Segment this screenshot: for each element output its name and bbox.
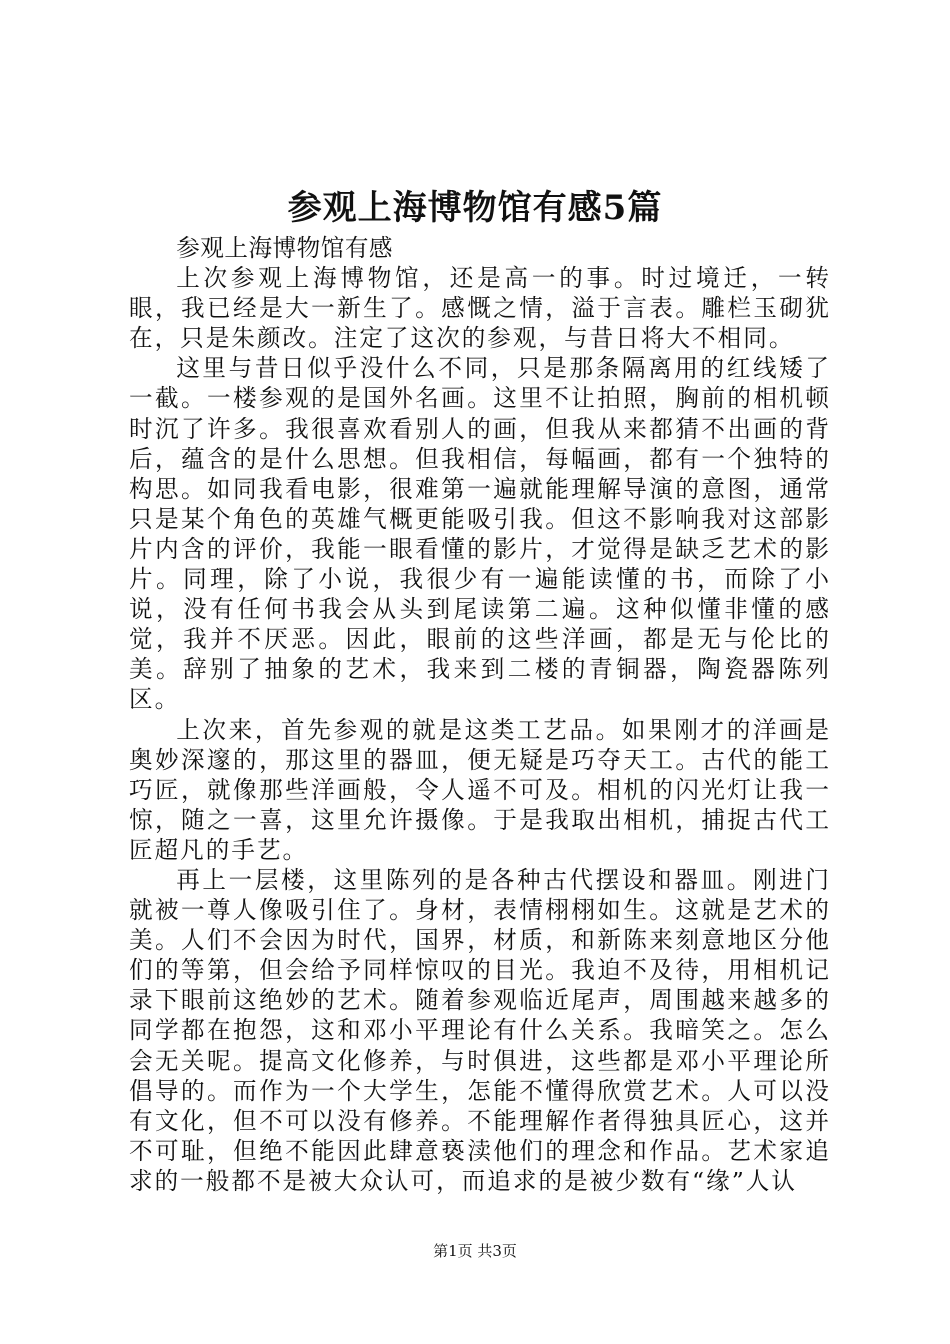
paragraph-1: 上次参观上海博物馆，还是高一的事。时过境迁，一转眼，我已经是大一新生了。感慨之情，溢于言表。雕栏玉砌犹在，只是朱颜改。注定了这次的参观，与昔日将大不相同。 (129, 264, 831, 353)
section-heading: 参观上海博物馆有感 (176, 234, 394, 262)
paragraph-4: 再上一层楼，这里陈列的是各种古代摆设和器皿。刚进门就被一尊人像吸引住了。身材，表情栩栩如生。这就是艺术的美。人们不会因为时代，国界，材质，和新陈来刻意地区分他们的等第，但会给予同样惊叹的目光。我迫不及待，用相机记录下眼前这绝妙的艺术。随着参观临近尾声，周围越来越多的同学都在抱怨，这和邓小平理论有什么关系。我暗笑之。怎么会无关呢。提高文化修养，与时俱进，这些都是邓小平理论所倡导的。而作为一个大学生，怎能不懂得欣赏艺术。人可以没有文化，但不可以没有修养。不能理解作者得独具匠心，这并不可耻，但绝不能因此肆意亵渎他们的理念和作品。艺术家追求的一般都不是被大众认可，而追求的是被少数有“缘”人认 (129, 865, 831, 1195)
paragraph-2: 这里与昔日似乎没什么不同，只是那条隔离用的红线矮了一截。一楼参观的是国外名画。这里不让拍照，胸前的相机顿时沉了许多。我很喜欢看别人的画，但我从来都猜不出画的背后，蕴含的是什么思想。但我相信，每幅画，都有一个独特的构思。如同我看电影，很难第一遍就能理解导演的意图，通常只是某个角色的英雄气概更能吸引我。但这不影响我对这部影片内含的评价，我能一眼看懂的影片，才觉得是缺乏艺术的影片。同理，除了小说，我很少有一遍能读懂的书，而除了小说，没有任何书我会从头到尾读第二遍。这种似懂非懂的感觉，我并不厌恶。因此，眼前的这些洋画，都是无与伦比的美。辞别了抽象的艺术，我来到二楼的青铜器，陶瓷器陈列区。 (129, 354, 831, 714)
page-number-footer: 第1页 共3页 (433, 1242, 517, 1260)
document-body (129, 233, 831, 1196)
paragraph-3: 上次来，首先参观的就是这类工艺品。如果刚才的洋画是奥妙深邃的，那这里的器皿，便无疑是巧夺天工。古代的能工巧匠，就像那些洋画般，令人遥不可及。相机的闪光灯让我一惊，随之一喜，这里允许摄像。于是我取出相机，捕捉古代工匠超凡的手艺。 (129, 715, 831, 864)
document-title: 参观上海博物馆有感5篇 (287, 188, 663, 228)
